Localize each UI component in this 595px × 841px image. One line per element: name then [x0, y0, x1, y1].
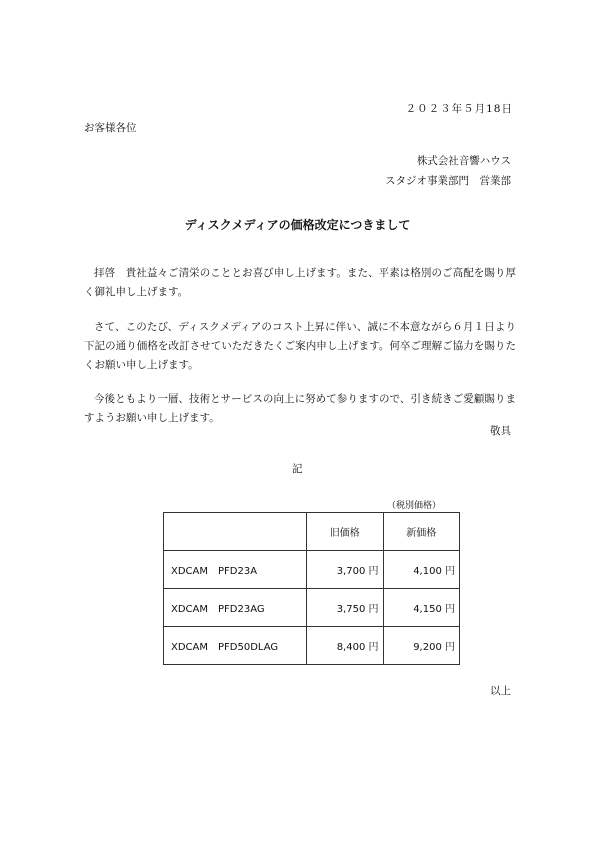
new-price: 9,200 円 [383, 627, 460, 665]
product-name: XDCAM PFD23AG [164, 589, 307, 627]
body-paragraph-announcement: さて、このたび、ディスクメディアのコスト上昇に伴い、誠に不本意ながら６月１日より下記の通り価格を改訂させていただきたくご案内申し上げます。何卒ご理解ご協力を賜りたくお願い申し上げます。 [84, 321, 516, 371]
product-name: XDCAM PFD23A [164, 551, 307, 589]
table-row [164, 551, 460, 589]
header-cell-product [164, 513, 307, 551]
document-title: ディスクメディアの価格改定につきまして [184, 218, 411, 232]
notice-marker: 記 [292, 463, 303, 475]
document-date: ２０２３年５月18日 [405, 103, 513, 115]
tax-note: （税別価格） [387, 501, 442, 511]
new-price: 4,150 円 [383, 589, 460, 627]
table-row [164, 627, 460, 665]
header-cell-new-price: 新価格 [383, 513, 460, 551]
table-header-row [164, 513, 460, 551]
price-table [163, 512, 460, 665]
end-marker: 以上 [490, 685, 511, 697]
closing-word: 敬具 [490, 425, 511, 437]
old-price: 3,750 円 [307, 589, 383, 627]
body-paragraph-greeting: 拝啓 貴社益々ご清栄のこととお喜び申し上げます。また、平素は格別のご高配を賜り厚く御礼申し上げます。 [84, 267, 516, 298]
new-price: 4,100 円 [383, 551, 460, 589]
old-price: 8,400 円 [307, 627, 383, 665]
header-cell-old-price: 旧価格 [307, 513, 383, 551]
old-price: 3,700 円 [307, 551, 383, 589]
addressee: お客様各位 [84, 122, 137, 134]
sender-company: 株式会社音響ハウス [416, 155, 511, 167]
body-paragraph-closing: 今後ともより一層、技術とサービスの向上に努めて参りますので、引き続きご愛顧賜りますようお願い申し上げます。 [84, 393, 516, 424]
table-row [164, 589, 460, 627]
product-name: XDCAM PFD50DLAG [164, 627, 307, 665]
sender-department: スタジオ事業部門 営業部 [385, 175, 511, 187]
